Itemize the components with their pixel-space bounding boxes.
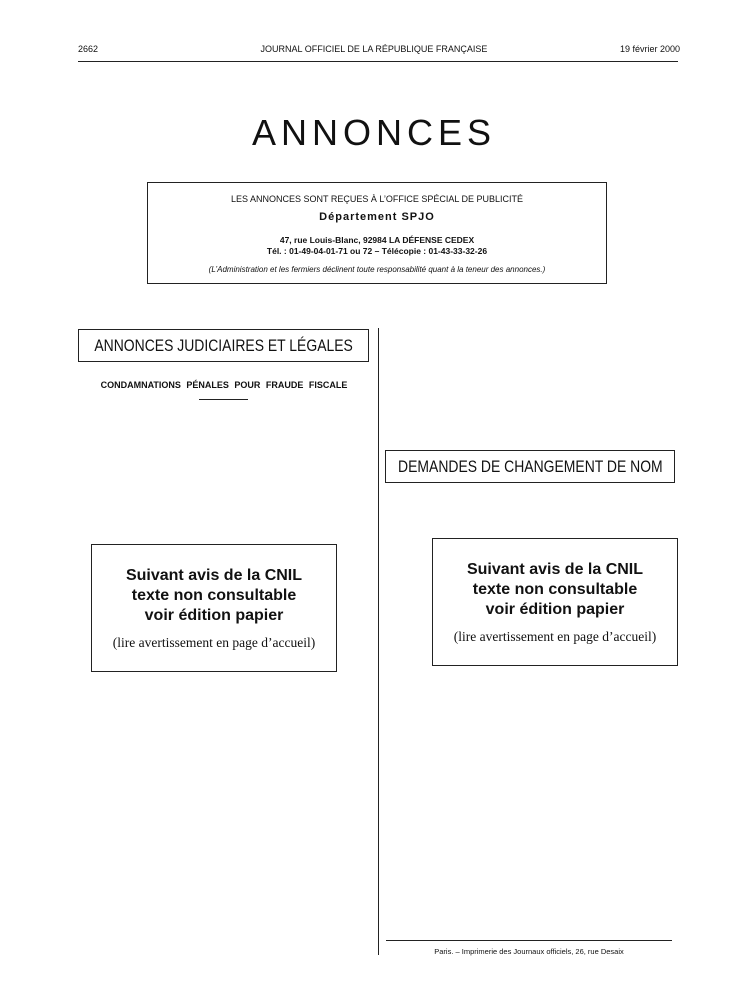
cnil-notice-line3: voir édition papier <box>144 607 284 624</box>
issue-date: 19 février 2000 <box>619 44 680 54</box>
printer-imprint: Paris. – Imprimerie des Journaux officiels, 26, rue Desaix <box>434 947 624 956</box>
column-divider <box>378 328 379 955</box>
info-intro: LES ANNONCES SONT REÇUES À L’OFFICE SPÉCIAL DE PUBLICITÉ <box>230 194 524 204</box>
cnil-notice-left <box>91 544 337 672</box>
cnil-notice-line2: texte non consultable <box>472 581 638 598</box>
info-phone: Tél. : 01-49-04-01-71 ou 72 – Télécopie : 01-43-33-32-26 <box>266 246 488 256</box>
page-title: ANNONCES <box>251 112 497 153</box>
section-heading-judicial <box>78 329 369 362</box>
info-department: Département SPJO <box>319 211 435 223</box>
cnil-notice-line1: Suivant avis de la CNIL <box>125 567 303 584</box>
section-heading-name-change <box>385 450 675 483</box>
info-disclaimer: (L’Administration et les fermiers déclinent toute responsabilité quant à la teneur des annonces.) <box>208 265 546 274</box>
cnil-notice-line3: voir édition papier <box>485 601 625 618</box>
header-rule <box>78 61 678 62</box>
subheading-tax-fraud: CONDAMNATIONS PÉNALES POUR FRAUDE FISCALE <box>100 380 348 390</box>
info-address: 47, rue Louis-Blanc, 92984 LA DÉFENSE CEDEX <box>279 235 475 245</box>
cnil-notice-right <box>432 538 678 666</box>
section-heading-judicial-label: ANNONCES JUDICIAIRES ET LÉGALES <box>94 335 353 355</box>
cnil-notice-line1: Suivant avis de la CNIL <box>466 561 644 578</box>
cnil-notice-note: (lire avertissement en page d’accueil) <box>112 635 316 650</box>
cnil-notice-line2: texte non consultable <box>131 587 297 604</box>
subheading-rule <box>199 399 248 400</box>
cnil-notice-note: (lire avertissement en page d’accueil) <box>453 629 657 644</box>
footer-rule <box>386 940 672 941</box>
journal-title: JOURNAL OFFICIEL DE LA RÉPUBLIQUE FRANÇAISE <box>260 44 488 54</box>
page-number: 2662 <box>78 44 99 54</box>
section-heading-name-change-label: DEMANDES DE CHANGEMENT DE NOM <box>397 456 663 476</box>
publicity-info-box <box>147 182 607 284</box>
